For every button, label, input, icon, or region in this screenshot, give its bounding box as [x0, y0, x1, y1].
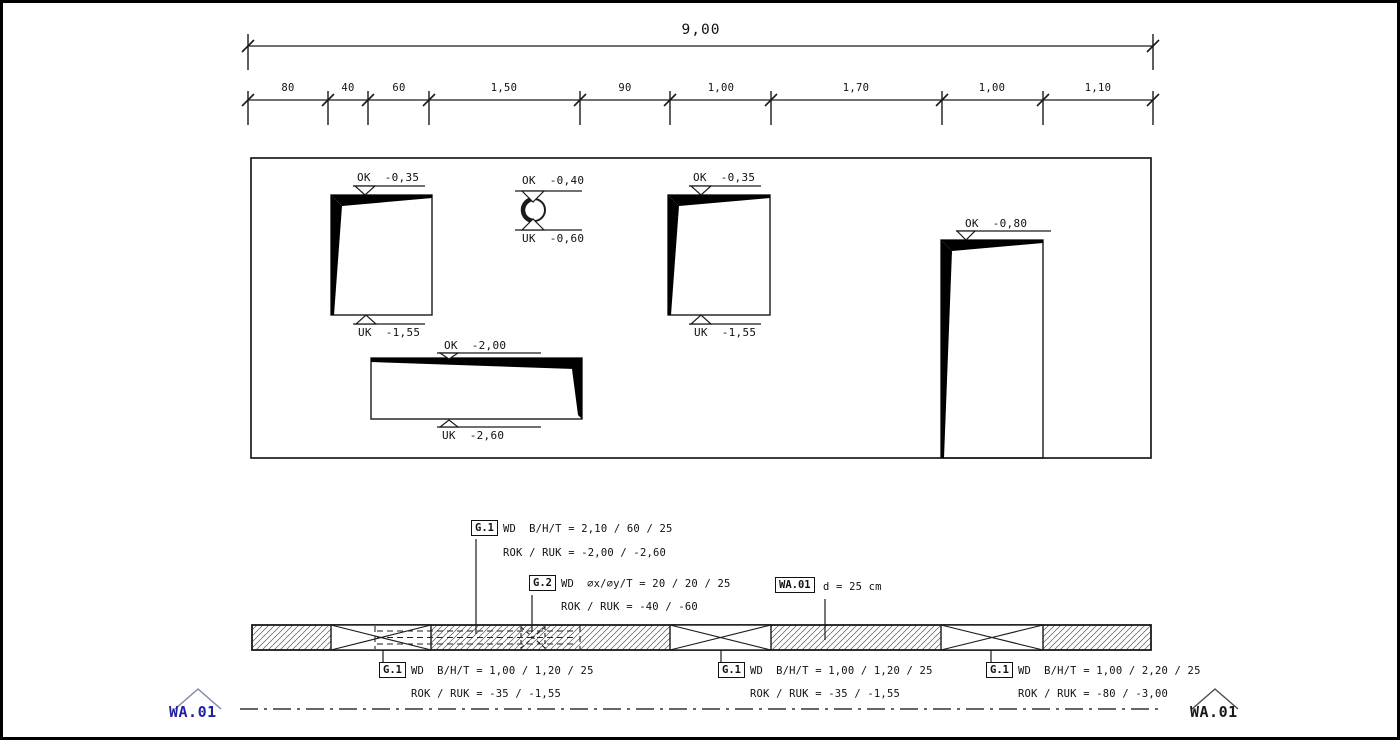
annotation-g1-right-line1: WD B/H/T = 1,00 / 2,20 / 25: [1018, 665, 1201, 677]
section-marker-label-left: WA.01: [169, 703, 217, 721]
annotation-g1-mid-line1: WD B/H/T = 1,00 / 1,20 / 25: [750, 665, 933, 677]
dim-segment-label: 1,10: [1084, 82, 1112, 94]
level-label-round-ok: OK -0,40: [522, 174, 585, 187]
opening-tag-g2: G.2: [529, 575, 556, 591]
opening-window1: [331, 195, 432, 315]
level-marker-window2-ok: [689, 186, 761, 195]
drawing-linework: [3, 3, 1400, 740]
level-label-window1-uk: UK -1,55: [358, 326, 421, 339]
dim-segment-label: 1,00: [707, 82, 735, 94]
section-marker-label-right: WA.01: [1190, 703, 1238, 721]
wall-section-strip: [252, 539, 1151, 663]
level-label-window2-ok: OK -0,35: [693, 171, 756, 184]
opening-window2: [668, 195, 770, 315]
dim-segment-label: 90: [618, 82, 632, 94]
level-marker-window1-uk: [353, 315, 425, 324]
annotation-g1-left-line2: ROK / RUK = -35 / -1,55: [411, 688, 561, 700]
opening-tag-g1-left: G.1: [379, 662, 406, 678]
level-label-window1-ok: OK -0,35: [357, 171, 420, 184]
level-marker-round-uk: [515, 219, 582, 230]
level-marker-window2-uk: [689, 315, 761, 324]
dim-segment-label: 60: [392, 82, 406, 94]
level-label-round-uk: UK -0,60: [522, 232, 585, 245]
level-label-low-uk: UK -2,60: [442, 429, 505, 442]
annotation-g1-left-line1: WD B/H/T = 1,00 / 1,20 / 25: [411, 665, 594, 677]
opening-round: [523, 199, 545, 221]
opening-tag-g1-top: G.1: [471, 520, 498, 536]
level-label-low-ok: OK -2,00: [444, 339, 507, 352]
annotation-g2-line1: WD ∅x/∅y/T = 20 / 20 / 25: [561, 578, 731, 590]
opening-low: [371, 358, 582, 419]
opening-door: [941, 240, 1043, 458]
dimension-ticks: [248, 91, 1153, 125]
dim-segment-label: 1,50: [490, 82, 518, 94]
dim-segment-label: 1,70: [842, 82, 870, 94]
level-label-door-ok: OK -0,80: [965, 217, 1028, 230]
annotation-g1-right-line2: ROK / RUK = -80 / -3,00: [1018, 688, 1168, 700]
opening-tag-g1-mid: G.1: [718, 662, 745, 678]
dim-segment-label: 40: [341, 82, 355, 94]
wall-tag-wa01: WA.01: [775, 577, 815, 593]
total-dimension-label: 9,00: [681, 22, 721, 38]
dimension-chain-total: [242, 34, 1159, 70]
level-marker-window1-ok: [353, 186, 425, 195]
section-opening-x3: [941, 625, 1043, 650]
dim-segment-label: 1,00: [978, 82, 1006, 94]
annotation-wall-thickness: d = 25 cm: [823, 581, 882, 593]
wall-elevation: [251, 158, 1151, 458]
level-label-window2-uk: UK -1,55: [694, 326, 757, 339]
section-opening-x2: [670, 625, 771, 650]
annotation-g1-top-line2: ROK / RUK = -2,00 / -2,60: [503, 547, 667, 559]
opening-tag-g1-right: G.1: [986, 662, 1013, 678]
annotation-g2-line2: ROK / RUK = -40 / -60: [561, 601, 698, 613]
annotation-g1-top-line1: WD B/H/T = 2,10 / 60 / 25: [503, 523, 673, 535]
dim-segment-label: 80: [281, 82, 295, 94]
annotation-g1-mid-line2: ROK / RUK = -35 / -1,55: [750, 688, 900, 700]
level-marker-door-ok: [956, 231, 1051, 240]
level-marker-low-uk: [437, 420, 541, 427]
dimension-chain-segments: [242, 91, 1159, 125]
